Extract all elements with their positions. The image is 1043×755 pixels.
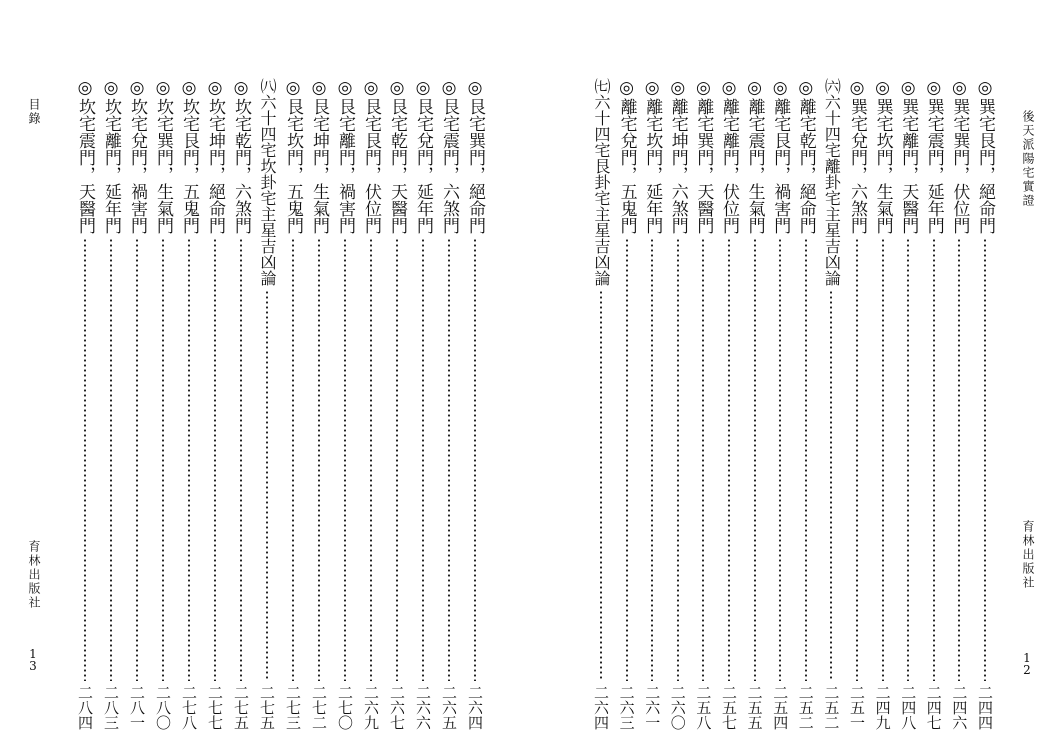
- dot-leader: [188, 238, 190, 681]
- toc-entry-title: ㈥六十四宅離卦宅主星吉凶論: [822, 78, 842, 286]
- toc-entry-title: ◎巽宅艮門，絕命門: [975, 78, 995, 234]
- toc-entry-title: ◎離宅離門，伏位門: [719, 78, 739, 234]
- toc-entry-page: 二七八: [180, 685, 198, 730]
- toc-entry-page: 二六五: [440, 685, 458, 730]
- toc-entry-title: ◎艮宅艮門，伏位門: [361, 78, 381, 234]
- toc-entry-page: 二五二: [822, 685, 841, 730]
- toc-entry-title: ◎坎宅艮門，五鬼門: [179, 78, 199, 234]
- dot-leader: [651, 238, 653, 681]
- toc-entry-title: ◎坎宅巽門，生氣門: [153, 78, 173, 234]
- toc-entry: [845, 78, 869, 730]
- dot-leader: [110, 238, 112, 681]
- toc-entry-page: 二六三: [617, 685, 636, 730]
- toc-entry-title: ㈦六十四宅艮卦宅主星吉凶論: [592, 78, 611, 286]
- dot-leader: [396, 238, 398, 681]
- toc-entry: [385, 78, 409, 730]
- dot-leader: [882, 238, 884, 681]
- toc-entry: [768, 78, 792, 730]
- toc-entry: [896, 78, 920, 730]
- toc-entry: [203, 78, 227, 730]
- toc-entry-title: ◎艮宅巽門，絕命門: [465, 78, 485, 234]
- toc-entry-page: 二七二: [310, 685, 328, 730]
- toc-entry: [973, 78, 997, 730]
- toc-entry: [437, 78, 461, 730]
- toc-entry-page: 二五四: [771, 685, 790, 730]
- toc-entry: [794, 78, 818, 730]
- toc-entry: [922, 78, 946, 730]
- dot-leader: [728, 238, 730, 681]
- toc-entry-page: 二五八: [694, 685, 713, 730]
- toc-entry-title: ◎巽宅巽門，伏位門: [949, 78, 970, 234]
- toc-entry-page: 二六六: [414, 685, 432, 730]
- toc-entry-title: ◎艮宅坤門，生氣門: [309, 78, 329, 234]
- right-publisher: 育林出版社: [1021, 520, 1035, 590]
- toc-entry-title: ◎離宅乾門，絕命門: [795, 78, 816, 234]
- toc-entry-page: 二六九: [362, 685, 380, 730]
- dot-leader: [214, 238, 216, 681]
- toc-entry-title: ◎坎宅乾門，六煞門: [231, 78, 251, 234]
- toc-entry-title: ◎離宅兌門，五鬼門: [616, 78, 637, 234]
- dot-leader: [162, 238, 164, 681]
- toc-entry-title: ◎坎宅離門，延年門: [101, 78, 121, 234]
- toc-entry: [229, 78, 253, 730]
- toc-entry: [99, 78, 123, 730]
- toc-entry-page: 二六〇: [668, 685, 687, 730]
- dot-leader: [933, 238, 935, 681]
- toc-entry-page: 二五一: [848, 685, 866, 730]
- right-page-number: 1 2: [1023, 651, 1031, 677]
- toc-entry-title: ◎坎宅震門，天醫門: [75, 78, 95, 234]
- toc-entry-title: ◎離宅巽門，天醫門: [693, 78, 714, 234]
- dot-leader: [805, 238, 807, 681]
- dot-leader: [779, 238, 781, 681]
- dot-leader: [266, 290, 268, 681]
- toc-entry-title: ◎巽宅兌門，六煞門: [847, 78, 867, 234]
- toc-entry-title: ◎巽宅震門，延年門: [923, 78, 944, 234]
- toc-entry: [666, 78, 690, 730]
- toc-entry-page: 二四八: [899, 685, 918, 730]
- dot-leader: [84, 238, 86, 681]
- toc-entry-page: 二六四: [592, 685, 610, 730]
- dot-leader: [240, 238, 242, 681]
- dot-leader: [907, 238, 909, 681]
- toc-entry-title: ◎艮宅兌門，延年門: [413, 78, 433, 234]
- dot-leader: [958, 238, 960, 681]
- toc-entry-page: 二八四: [76, 685, 94, 730]
- toc-entry: [73, 78, 97, 730]
- toc-entry: [615, 78, 639, 730]
- toc-section-heading: [589, 78, 613, 730]
- toc-entry: [743, 78, 767, 730]
- dot-leader: [677, 238, 679, 681]
- toc-entry-title: ◎坎宅兌門，禍害門: [127, 78, 147, 234]
- toc-entry-page: 二四四: [976, 685, 994, 730]
- dot-leader: [370, 238, 372, 681]
- dot-leader: [702, 238, 704, 681]
- toc-entry-title: ◎艮宅震門，六煞門: [439, 78, 459, 234]
- toc-entry-title: ◎坎宅坤門，絕命門: [205, 78, 225, 234]
- toc-entry: [463, 78, 487, 730]
- toc-entry-title: ◎艮宅坎門，五鬼門: [283, 78, 303, 234]
- toc-entry-title: ◎離宅艮門，禍害門: [770, 78, 791, 234]
- toc-entry-page: 二七〇: [336, 685, 354, 730]
- toc-entry-title: ◎艮宅乾門，天醫門: [387, 78, 407, 234]
- toc-entry-page: 二四九: [873, 685, 892, 730]
- left-publisher: 育林出版社: [27, 540, 41, 610]
- dot-leader: [448, 238, 450, 681]
- dot-leader: [830, 290, 832, 681]
- dot-leader: [856, 238, 858, 681]
- toc-entry-title: ◎離宅震門，生氣門: [744, 78, 765, 234]
- toc-entry: [281, 78, 305, 730]
- toc-entry: [411, 78, 435, 730]
- toc-entry-page: 二四七: [924, 685, 943, 730]
- toc-entry-page: 二五五: [745, 685, 764, 730]
- toc-entry-page: 二六七: [388, 685, 406, 730]
- toc-entry-page: 二七七: [206, 685, 224, 730]
- right-page-header: 後天派陽宅實證: [1021, 110, 1035, 208]
- toc-entry: [947, 78, 971, 730]
- toc-entry: [717, 78, 741, 730]
- toc-entry-page: 二七五: [232, 685, 250, 730]
- toc-entry: [177, 78, 201, 730]
- toc-entry-title: ◎巽宅離門，天醫門: [898, 78, 919, 234]
- toc-entry-page: 二八〇: [154, 685, 172, 730]
- toc-entry-title: ㈧六十四宅坎卦宅主星吉凶論: [258, 78, 277, 286]
- toc-entry: [691, 78, 715, 730]
- dot-leader: [984, 238, 986, 681]
- toc-entry: [151, 78, 175, 730]
- toc-entry-page: 二四六: [950, 685, 969, 730]
- toc-entry-title: ◎離宅坤門，六煞門: [667, 78, 688, 234]
- toc-entry: [125, 78, 149, 730]
- toc-entry-page: 二八三: [102, 685, 120, 730]
- toc-entry-title: ◎離宅坎門，延年門: [642, 78, 663, 234]
- toc-entry: [640, 78, 664, 730]
- toc-entry-page: 二六四: [466, 685, 484, 730]
- dot-leader: [136, 238, 138, 681]
- toc-entry-title: ◎艮宅離門，禍害門: [335, 78, 355, 234]
- dot-leader: [600, 290, 602, 681]
- left-page-number: 1 3: [29, 647, 37, 673]
- dot-leader: [292, 238, 294, 681]
- toc-entry-page: 二五二: [796, 685, 815, 730]
- toc-entry-page: 二七三: [284, 685, 302, 730]
- dot-leader: [318, 238, 320, 681]
- toc-entry: [333, 78, 357, 730]
- dot-leader: [344, 238, 346, 681]
- toc-entry: [359, 78, 383, 730]
- toc-entry: [871, 78, 895, 730]
- dot-leader: [422, 238, 424, 681]
- left-page-header: 目錄: [27, 98, 41, 126]
- toc-entry-page: 二八一: [128, 685, 146, 730]
- dot-leader: [754, 238, 756, 681]
- toc-entry-page: 二七五: [258, 685, 276, 730]
- toc-entry-page: 二六一: [643, 685, 662, 730]
- toc-section-heading: [255, 78, 279, 730]
- toc-entry-title: ◎巽宅坎門，生氣門: [872, 78, 893, 234]
- dot-leader: [626, 238, 628, 681]
- dot-leader: [474, 238, 476, 681]
- toc-entry: [307, 78, 331, 730]
- toc-entry-page: 二五七: [720, 685, 738, 730]
- toc-section-heading: [819, 78, 843, 730]
